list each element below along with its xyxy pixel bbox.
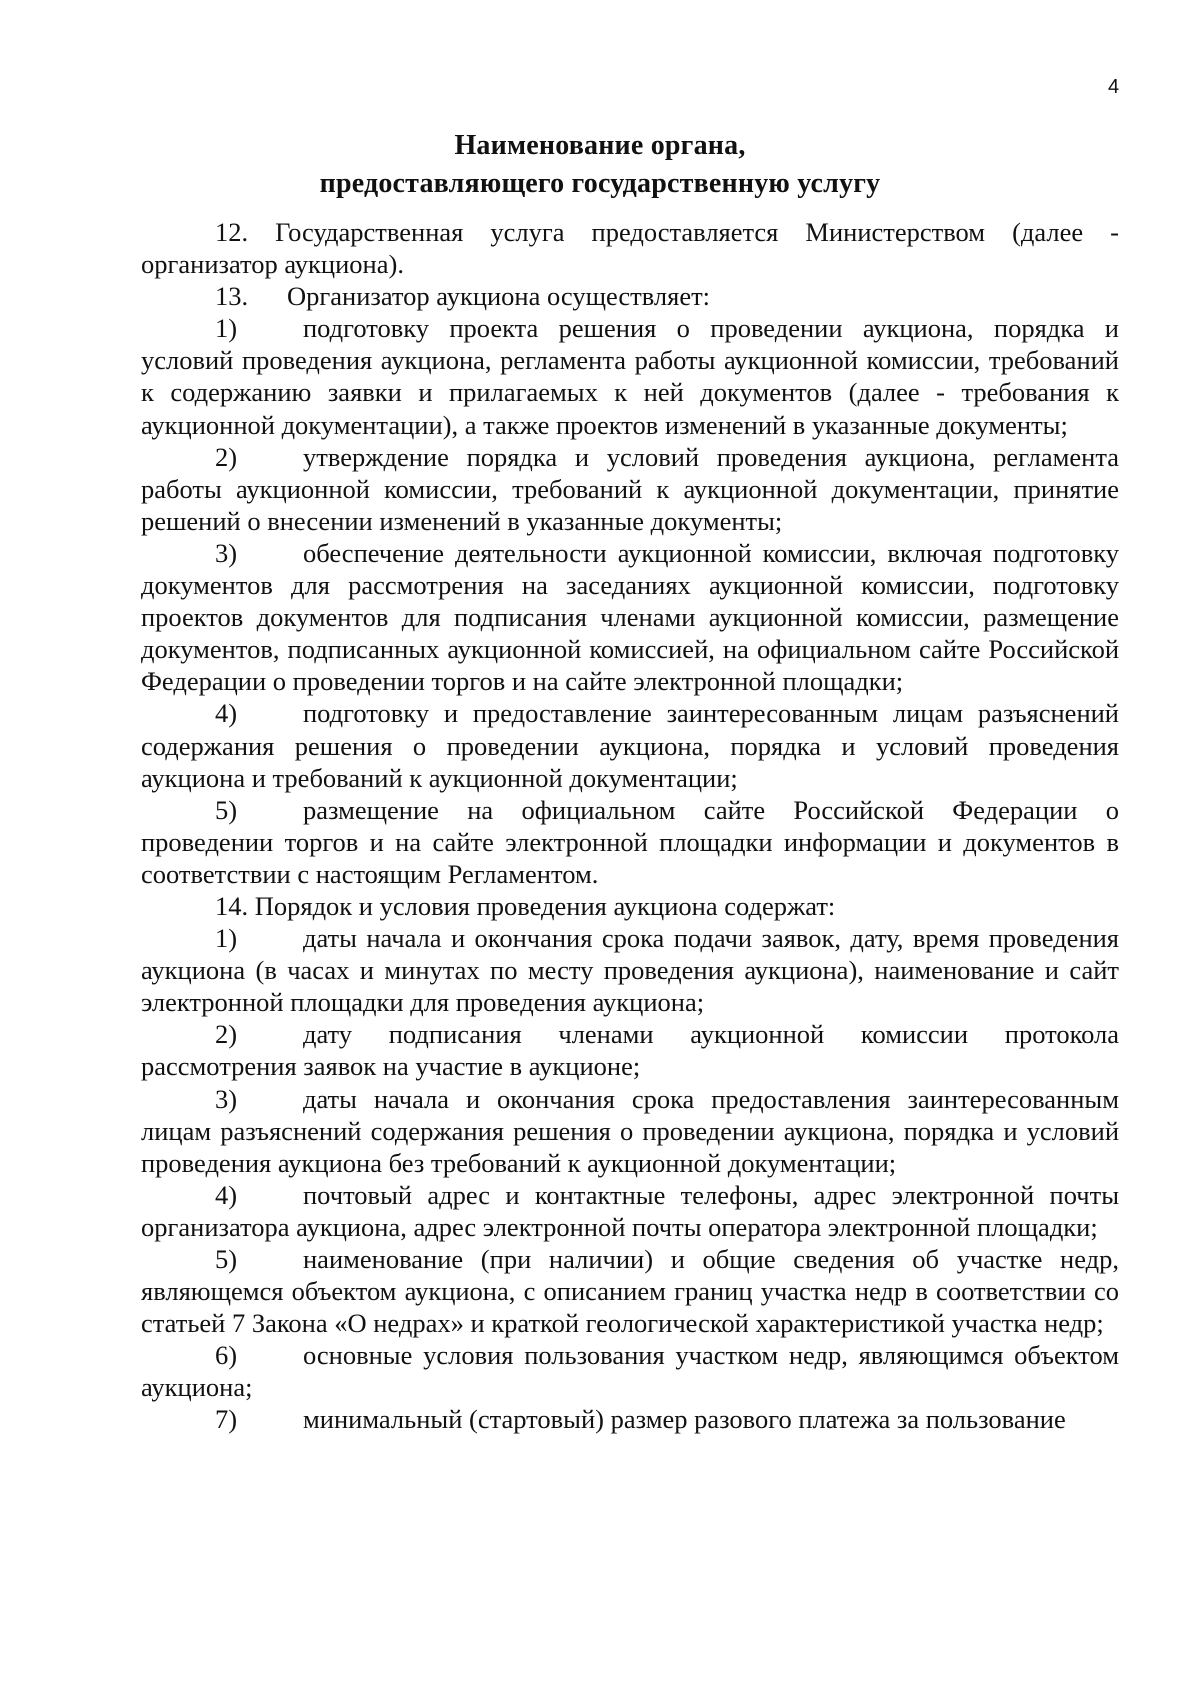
list-item: 4) подготовку и предоставление заинтересованным лицам разъяснений содержания решения о проведении аукциона, порядка и условий проведения аукциона и требований к аукционной документации; [141, 698, 1119, 793]
item-number: 3) [215, 537, 238, 568]
item-number: 4) [215, 1179, 238, 1210]
paragraph-12: 12. Государственная услуга предоставляется Министерством (далее - организатор аукциона). [141, 217, 1119, 280]
document-body [141, 216, 1119, 1436]
item-number: 6) [215, 1340, 238, 1371]
paragraph-13: 13. Организатор аукциона осуществляет: [215, 281, 711, 312]
item-number: 13. [215, 281, 249, 312]
item-number: 1) [215, 313, 238, 344]
item-number: 1) [215, 923, 238, 954]
list-item: 3) обеспечение деятельности аукционной комиссии, включая подготовку документов для рассмотрения на заседаниях аукционной комиссии, подготовку проектов документов для подписания членами аукционной комиссии, размещение документов, подписанных аукционной комиссией, на официальном сайте Российской Федерации о проведении торгов и на сайте электронной площадки; [141, 537, 1119, 697]
list-item: 2) дату подписания членами аукционной комиссии протокола рассмотрения заявок на участие в аукционе; [141, 1019, 1119, 1082]
heading-line-2: предоставляющего государственную услугу [319, 168, 881, 199]
item-number: 3) [215, 1083, 238, 1114]
item-number: 2) [215, 1019, 238, 1050]
list-item: 5) размещение на официальном сайте Российской Федерации о проведении торгов и на сайте электронной площадки информации и документов в соответствии с настоящим Регламентом. [141, 794, 1119, 889]
list-item: 1) даты начала и окончания срока подачи заявок, дату, время проведения аукциона (в часах и минутах по месту проведения аукциона), наименование и сайт электронной площадки для проведения аукциона; [141, 923, 1119, 1018]
item-number: 2) [215, 441, 238, 472]
list-item: 1) подготовку проекта решения о проведении аукциона, порядка и условий проведения аукциона, регламента работы аукционной комиссии, требований к содержанию заявки и прилагаемых к ней документов (далее - требования к аукционной документации), а также проектов изменений в указанные документы; [141, 313, 1119, 440]
item-number: 5) [215, 794, 238, 825]
list-item: 2) утверждение порядка и условий проведения аукциона, регламента работы аукционной комиссии, требований к аукционной документации, принятие решений о внесении изменений в указанные документы; [141, 441, 1119, 536]
list-item: 7) минимальный (стартовый) размер разового платежа за пользование [215, 1404, 1066, 1435]
list-item: 5) наименование (при наличии) и общие сведения об участке недр, являющемся объектом аукциона, с описанием границ участка недр в соответствии со статьей 7 Закона «О недрах» и краткой геологической характеристикой участка недр; [141, 1244, 1119, 1339]
list-item: 4) почтовый адрес и контактные телефоны, адрес электронной почты организатора аукциона, адрес электронной почты оператора электронной площадки; [141, 1179, 1119, 1242]
item-number: 5) [215, 1244, 238, 1274]
item-number: 4) [215, 698, 238, 729]
section-heading [0, 127, 1200, 203]
list-item: 6) основные условия пользования участком недр, являющимся объектом аукциона; [141, 1340, 1119, 1403]
paragraph-14: 14. Порядок и условия проведения аукциона содержат: [215, 890, 836, 921]
heading-line-1: Наименование органа, [454, 130, 746, 161]
list-item: 3) даты начала и окончания срока предоставления заинтересованным лицам разъяснений содержания решения о проведении аукциона, порядка и условий проведения аукциона без требований к аукционной документации; [141, 1083, 1119, 1178]
item-number: 7) [215, 1404, 238, 1435]
page-number: 4 [1108, 76, 1120, 98]
